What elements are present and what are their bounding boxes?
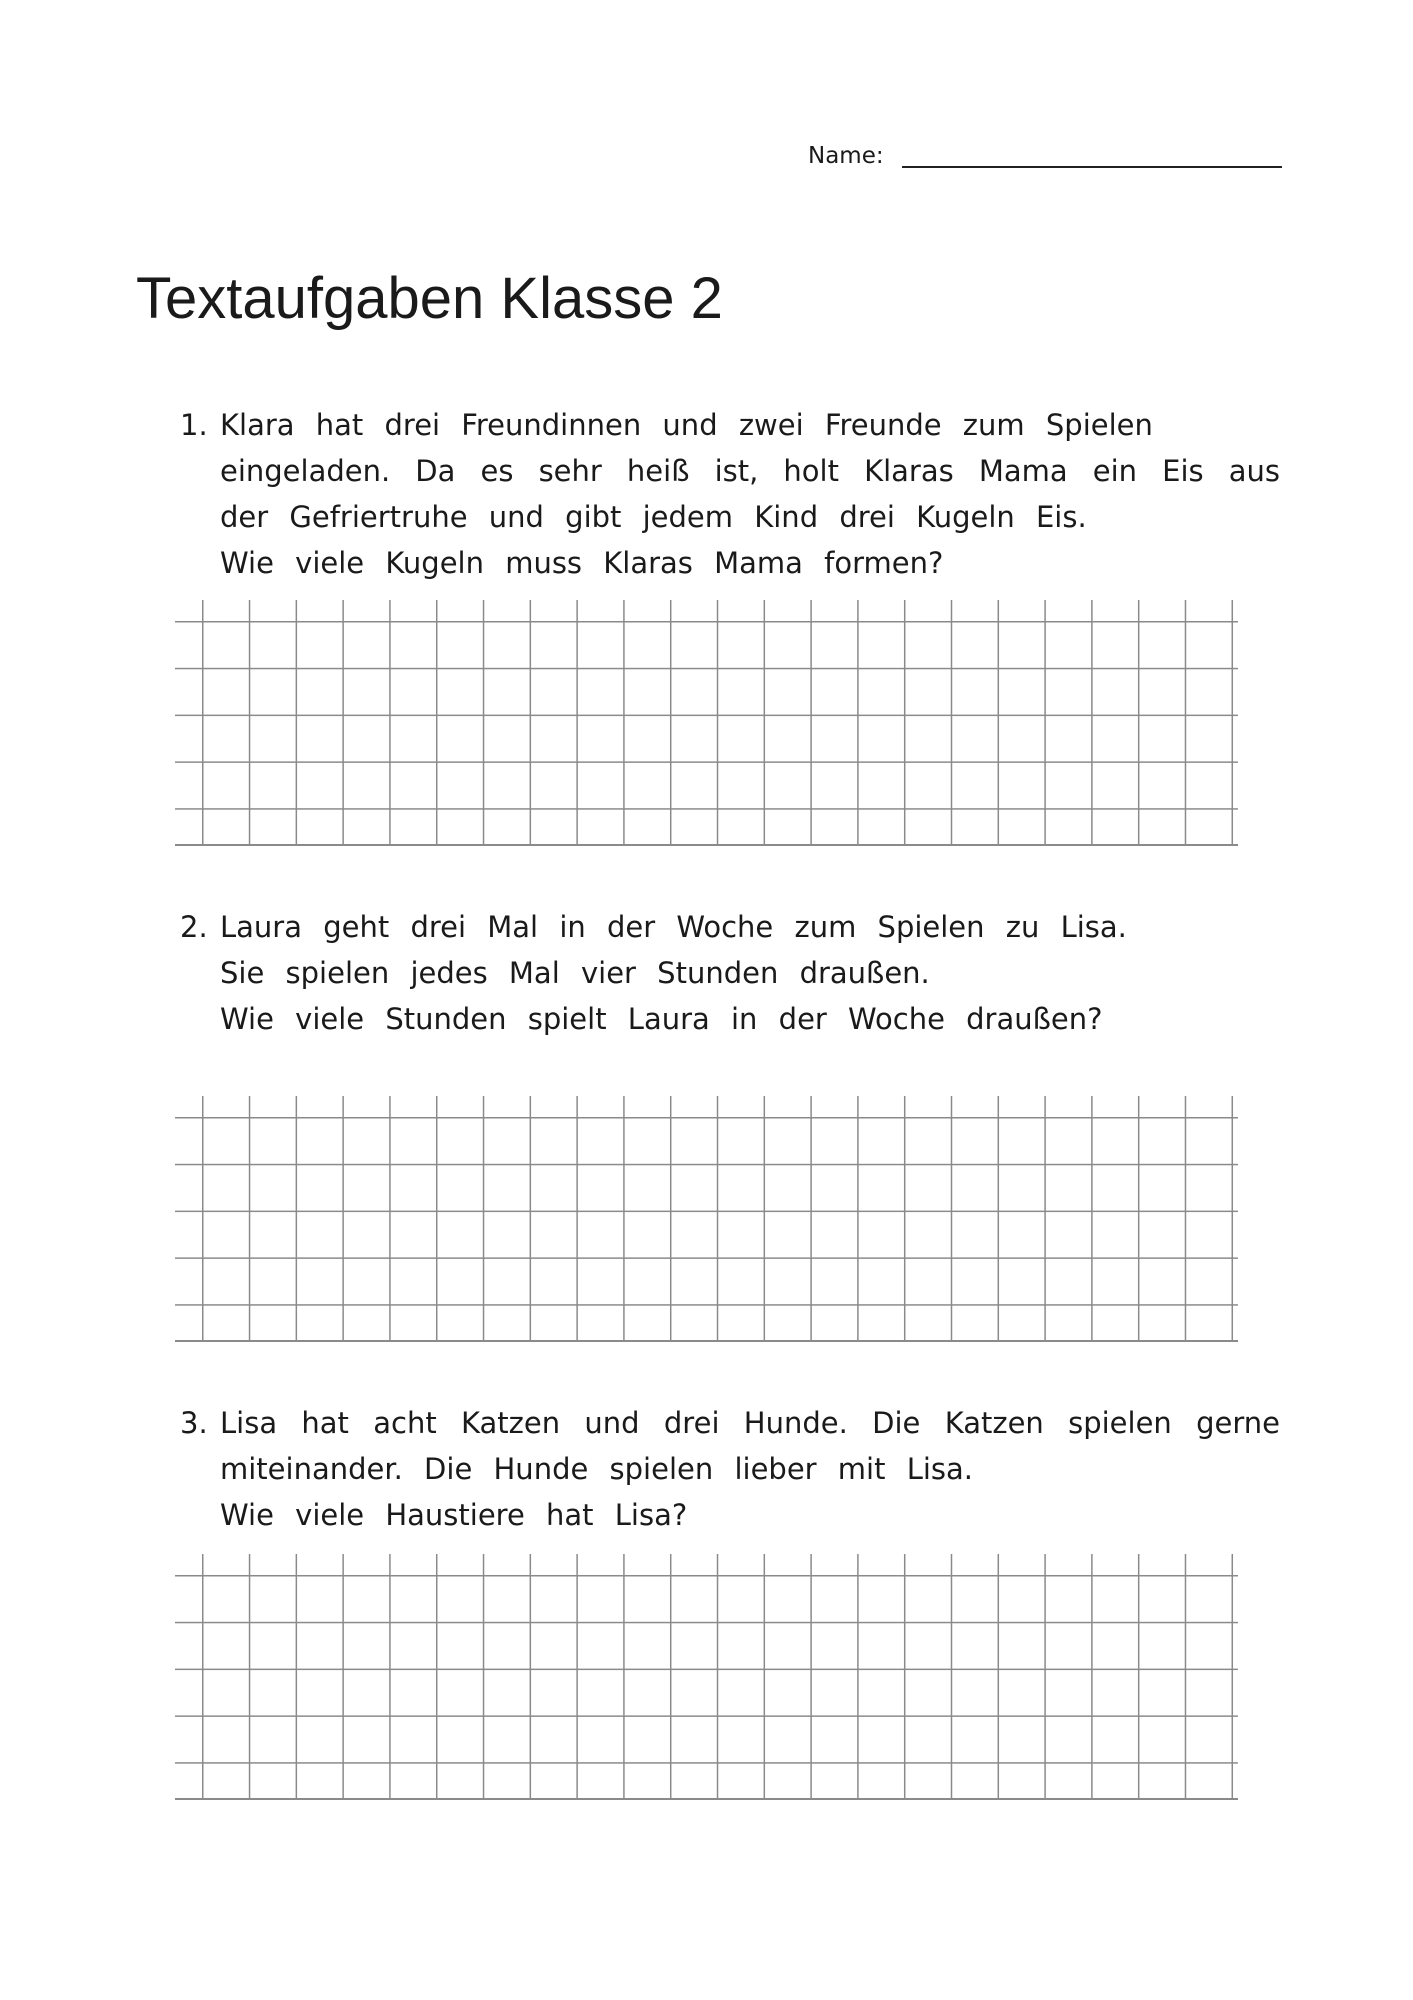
- task-text: [220, 1400, 1280, 1538]
- name-field: [808, 136, 1288, 176]
- task-number: 3.: [180, 1406, 208, 1440]
- task-number: 2.: [180, 910, 208, 944]
- task-text: [220, 904, 1280, 1042]
- answer-grid-1[interactable]: [175, 600, 1238, 846]
- task-line: eingeladen. Da es sehr heiß ist, holt Klaras Mama ein Eis aus: [220, 454, 1280, 488]
- task-line: Lisa hat acht Katzen und drei Hunde. Die Katzen spielen gerne: [220, 1406, 1280, 1440]
- task-text: [220, 402, 1280, 586]
- task-number: 1.: [180, 408, 208, 442]
- name-line[interactable]: [902, 166, 1282, 168]
- task-line: Laura geht drei Mal in der Woche zum Spielen zu Lisa.: [220, 910, 1127, 944]
- task-line: Sie spielen jedes Mal vier Stunden draußen.: [220, 956, 930, 990]
- name-label: Name:: [808, 143, 884, 169]
- page-title: Textaufgaben Klasse 2: [136, 266, 723, 331]
- task-line: Klara hat drei Freundinnen und zwei Freunde zum Spielen: [220, 408, 1153, 442]
- task-line: Wie viele Stunden spielt Laura in der Woche draußen?: [220, 1002, 1103, 1036]
- answer-grid-2[interactable]: [175, 1096, 1238, 1342]
- task-line: miteinander. Die Hunde spielen lieber mit Lisa.: [220, 1452, 974, 1486]
- task-line: der Gefriertruhe und gibt jedem Kind drei Kugeln Eis.: [220, 500, 1087, 534]
- answer-grid-3[interactable]: [175, 1554, 1238, 1800]
- task-line: Wie viele Kugeln muss Klaras Mama formen?: [220, 546, 944, 580]
- task-line: Wie viele Haustiere hat Lisa?: [220, 1498, 688, 1532]
